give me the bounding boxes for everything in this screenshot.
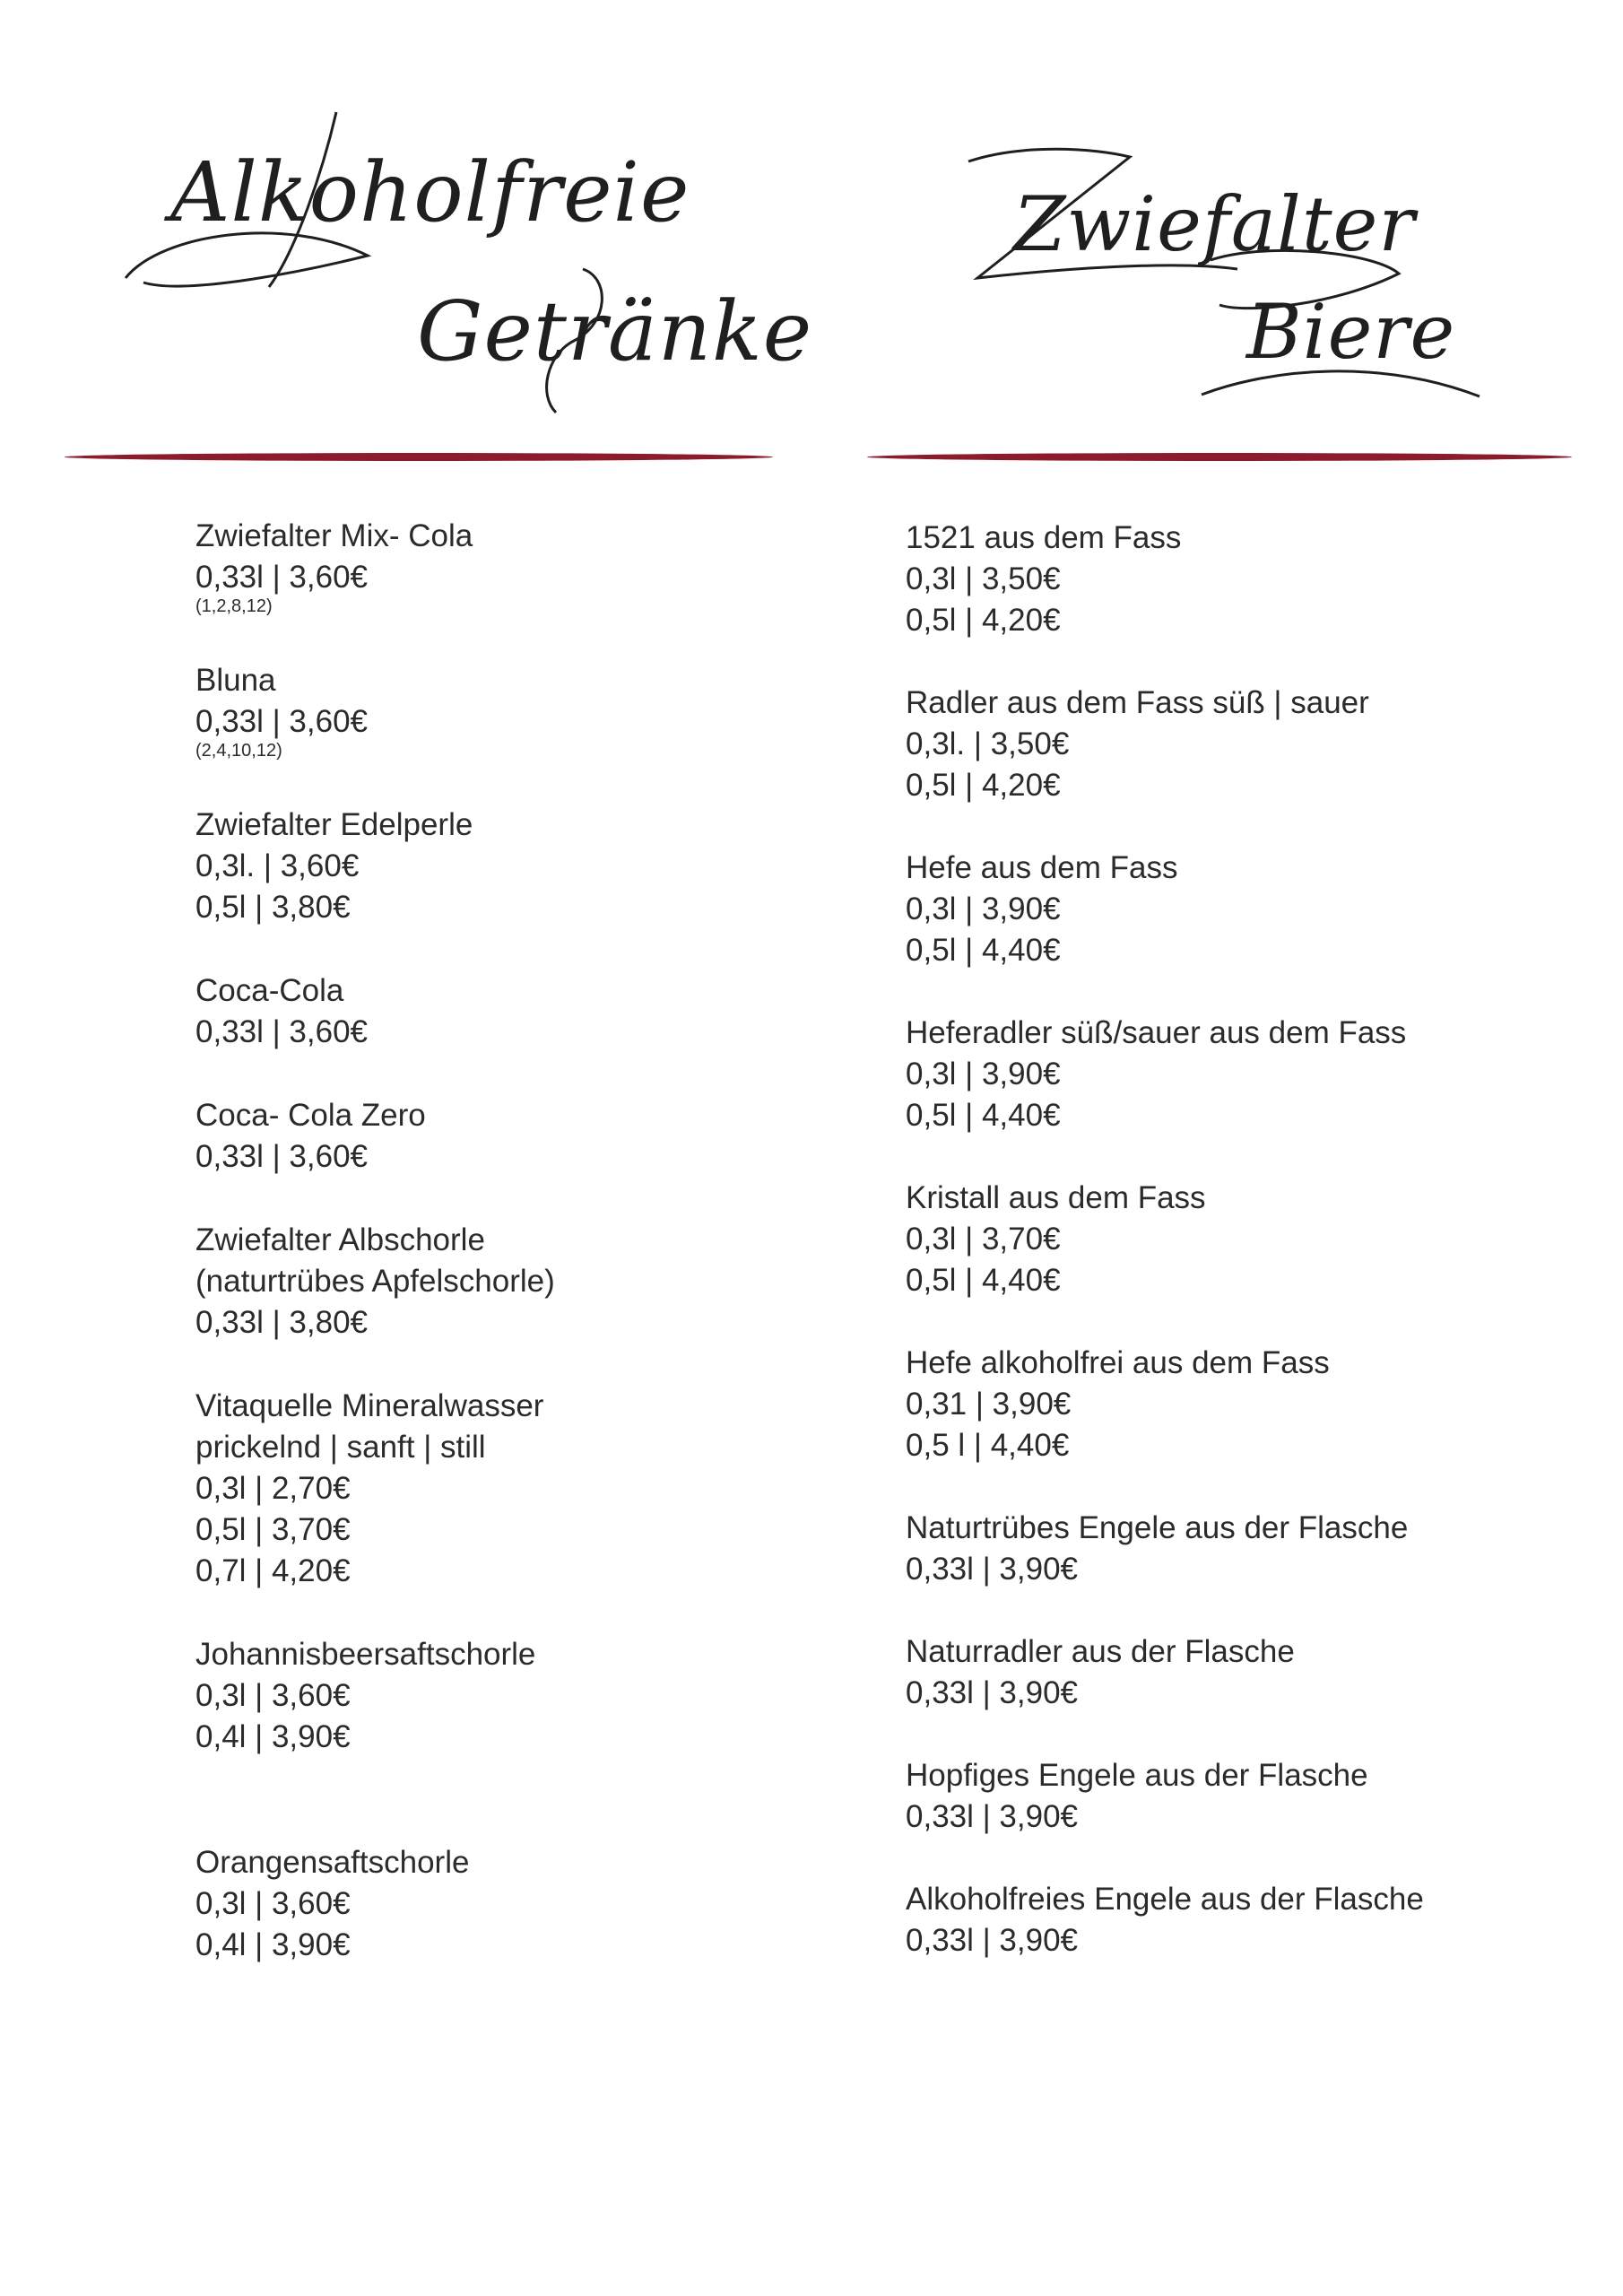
item-name: Johannisbeersaftschorle bbox=[195, 1637, 536, 1672]
item-description: (naturtrübes Apfelschorle) bbox=[195, 1264, 555, 1299]
list-item bbox=[906, 1508, 1424, 1590]
item-price: 0,3l | 3,70€ bbox=[906, 1222, 1061, 1257]
item-additives-note: (2,4,10,12) bbox=[195, 741, 282, 761]
list-item bbox=[195, 804, 555, 928]
list-item bbox=[906, 1755, 1424, 1838]
item-price: 0,5 l | 4,40€ bbox=[906, 1428, 1070, 1463]
heading-left bbox=[108, 99, 813, 439]
list-item bbox=[195, 1095, 555, 1178]
list-item bbox=[906, 848, 1424, 971]
soft-drinks-list bbox=[195, 516, 555, 2008]
item-name: Hopfiges Engele aus der Flasche bbox=[906, 1758, 1368, 1793]
item-price: 0,33l | 3,60€ bbox=[195, 1139, 369, 1174]
item-name: 1521 aus dem Fass bbox=[906, 520, 1182, 555]
item-additives-note: (1,2,8,12) bbox=[195, 596, 273, 616]
item-price: 0,7l | 4,20€ bbox=[195, 1553, 351, 1588]
item-price: 0,31 | 3,90€ bbox=[906, 1387, 1072, 1422]
item-name: Heferadler süß/sauer aus dem Fass bbox=[906, 1015, 1407, 1050]
item-name: Hefe aus dem Fass bbox=[906, 850, 1178, 885]
item-price: 0,3l. | 3,60€ bbox=[195, 848, 360, 883]
list-item bbox=[195, 970, 555, 1053]
item-name: Zwiefalter Albschorle bbox=[195, 1222, 485, 1257]
list-item bbox=[906, 683, 1424, 806]
heading-left-line1: Alkoholfreie bbox=[170, 144, 690, 240]
item-price: 0,5l | 3,70€ bbox=[195, 1512, 351, 1547]
item-name: Coca-Cola bbox=[195, 973, 344, 1008]
item-price: 0,5l | 4,20€ bbox=[906, 603, 1061, 638]
item-price: 0,33l | 3,60€ bbox=[195, 704, 369, 739]
heading-left-line2: Getränke bbox=[417, 283, 813, 379]
item-price: 0,5l | 4,40€ bbox=[906, 1098, 1061, 1133]
item-name: Kristall aus dem Fass bbox=[906, 1180, 1206, 1215]
list-item bbox=[906, 1343, 1424, 1466]
item-price: 0,33l | 3,90€ bbox=[906, 1552, 1079, 1587]
item-price: 0,5l | 4,40€ bbox=[906, 1263, 1061, 1298]
item-price: 0,33l | 3,90€ bbox=[906, 1923, 1079, 1958]
item-name: Vitaquelle Mineralwasser bbox=[195, 1388, 544, 1423]
item-name: Zwiefalter Edelperle bbox=[195, 807, 473, 842]
item-price: 0,5l | 4,20€ bbox=[906, 768, 1061, 803]
item-name: Coca- Cola Zero bbox=[195, 1098, 426, 1133]
heading-right-line2: Biere bbox=[1246, 288, 1456, 376]
list-item bbox=[906, 1879, 1424, 1961]
heading-right bbox=[950, 135, 1506, 422]
list-item bbox=[906, 1178, 1424, 1301]
item-name: Bluna bbox=[195, 663, 276, 698]
item-price: 0,3l | 3,90€ bbox=[906, 891, 1061, 926]
list-item bbox=[906, 517, 1424, 641]
item-price: 0,5l | 4,40€ bbox=[906, 933, 1061, 968]
item-name: Naturtrübes Engele aus der Flasche bbox=[906, 1510, 1409, 1545]
item-price: 0,4l | 3,90€ bbox=[195, 1927, 351, 1962]
item-name: Hefe alkoholfrei aus dem Fass bbox=[906, 1345, 1330, 1380]
list-item bbox=[195, 1386, 555, 1592]
item-name: Naturradler aus der Flasche bbox=[906, 1634, 1295, 1669]
item-price: 0,33l | 3,80€ bbox=[195, 1305, 369, 1340]
heading-right-line1: Zwiefalter bbox=[1013, 180, 1416, 268]
item-price: 0,3l | 3,60€ bbox=[195, 1678, 351, 1713]
item-price: 0,5l | 3,80€ bbox=[195, 890, 351, 925]
item-name: Radler aus dem Fass süß | sauer bbox=[906, 685, 1369, 720]
item-price: 0,3l | 3,60€ bbox=[195, 1886, 351, 1921]
item-name: Alkoholfreies Engele aus der Flasche bbox=[906, 1882, 1424, 1917]
list-item bbox=[906, 1013, 1424, 1136]
left-divider-rule bbox=[65, 453, 773, 461]
right-divider-rule bbox=[867, 453, 1572, 461]
item-price: 0,33l | 3,90€ bbox=[906, 1675, 1079, 1710]
item-name: Orangensaftschorle bbox=[195, 1845, 470, 1880]
list-item bbox=[195, 1634, 555, 1758]
list-item bbox=[195, 660, 555, 762]
list-item bbox=[195, 516, 555, 618]
list-item bbox=[195, 1842, 555, 1966]
item-price: 0,33l | 3,90€ bbox=[906, 1799, 1079, 1834]
item-price: 0,33l | 3,60€ bbox=[195, 1014, 369, 1049]
list-item bbox=[906, 1631, 1424, 1714]
item-price: 0,33l | 3,60€ bbox=[195, 560, 369, 595]
item-description: prickelnd | sanft | still bbox=[195, 1430, 486, 1465]
beer-list bbox=[906, 517, 1424, 2003]
item-price: 0,4l | 3,90€ bbox=[195, 1719, 351, 1754]
item-price: 0,3l | 3,50€ bbox=[906, 561, 1061, 596]
heading-right-flourish bbox=[950, 135, 1506, 422]
item-name: Zwiefalter Mix- Cola bbox=[195, 518, 473, 553]
item-price: 0,3l. | 3,50€ bbox=[906, 726, 1070, 761]
item-price: 0,3l | 2,70€ bbox=[195, 1471, 351, 1506]
item-price: 0,3l | 3,90€ bbox=[906, 1057, 1061, 1091]
list-item bbox=[195, 1220, 555, 1344]
